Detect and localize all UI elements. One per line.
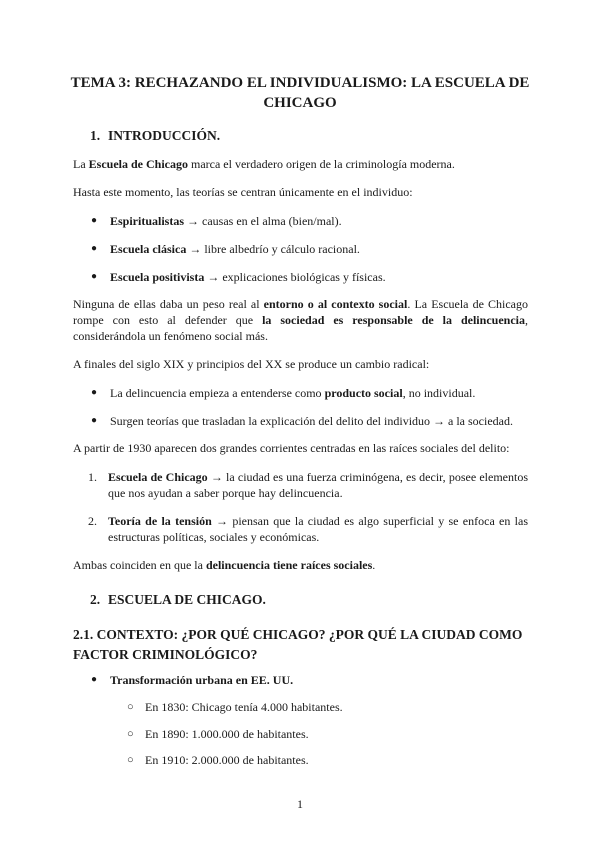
hollow-bullet-icon: ○ bbox=[127, 728, 134, 740]
section-heading-introduccion bbox=[90, 128, 220, 144]
text: . bbox=[372, 558, 376, 572]
text: La delincuencia empieza a entenderse como bbox=[110, 386, 325, 400]
item-number: 1. bbox=[88, 470, 97, 484]
text: La bbox=[73, 157, 89, 171]
list-item bbox=[91, 385, 530, 401]
text: Ambas coinciden en que la bbox=[73, 558, 206, 572]
section-title: INTRODUCCIÓN. bbox=[108, 128, 221, 143]
sub-list-item bbox=[127, 752, 525, 768]
list-item bbox=[91, 269, 530, 285]
subsection-heading: 2.1. CONTEXTO: ¿POR QUÉ CHICAGO? ¿POR QUÉ LA CIUDAD COMO FACTOR CRIMINOLÓGICO? bbox=[73, 627, 523, 662]
list-item bbox=[91, 241, 530, 257]
paragraph: Hasta este momento, las teorías se centran únicamente en el individuo: bbox=[73, 185, 413, 199]
section-number: 1. bbox=[90, 128, 101, 143]
section-title: ESCUELA DE CHICAGO. bbox=[108, 592, 266, 607]
paragraph: A partir de 1930 aparecen dos grandes corrientes centradas en las raíces sociales del delito: bbox=[73, 441, 510, 455]
text: , considerándola un fenómeno social más. bbox=[73, 313, 528, 343]
bold-text: Escuela de Chicago bbox=[108, 470, 208, 484]
text: , no individual. bbox=[402, 386, 476, 400]
bullet-icon: ● bbox=[91, 674, 98, 685]
bold-text: producto social bbox=[324, 386, 403, 400]
text: → la ciudad es una fuerza criminógena, es decir, posee elementos que nos ayudan a saber porque hay delincuencia. bbox=[108, 470, 528, 500]
section-number: 2. bbox=[90, 592, 101, 607]
document-title: TEMA 3: RECHAZANDO EL INDIVIDUALISMO: LA ESCUELA DE CHICAGO bbox=[70, 75, 530, 111]
text: En 1890: 1.000.000 de habitantes. bbox=[145, 727, 309, 741]
list-item bbox=[91, 672, 530, 688]
text: marca el verdadero origen de la criminología moderna. bbox=[188, 157, 455, 171]
text: En 1910: 2.000.000 de habitantes. bbox=[145, 753, 309, 767]
bold-text: Espiritualistas bbox=[110, 214, 185, 228]
text: → piensan que la ciudad es algo superficial y se enfoca en las estructuras políticas, sociales y económicas. bbox=[108, 514, 528, 544]
text: → explicaciones biológicas y físicas. bbox=[204, 270, 386, 284]
bold-text: entorno o al contexto social bbox=[263, 297, 408, 311]
paragraph: A finales del siglo XIX y principios del XX se produce un cambio radical: bbox=[73, 357, 430, 371]
bold-text: la sociedad es responsable de la delincuencia bbox=[262, 313, 525, 327]
text: Surgen teorías que trasladan la explicación del delito del individuo → a la sociedad. bbox=[110, 414, 513, 428]
sub-list-item bbox=[127, 726, 525, 742]
bold-text: Escuela de Chicago bbox=[88, 157, 188, 171]
text: → libre albedrío y cálculo racional. bbox=[186, 242, 360, 256]
list-item bbox=[91, 413, 530, 429]
bold-text: Transformación urbana en EE. UU. bbox=[110, 673, 294, 687]
bullet-icon: ● bbox=[91, 243, 98, 254]
bullet-icon: ● bbox=[91, 215, 98, 226]
paragraph bbox=[73, 296, 528, 344]
bold-text: delincuencia tiene raíces sociales bbox=[205, 558, 373, 572]
text: Ninguna de ellas daba un peso real al bbox=[73, 297, 264, 311]
text: En 1830: Chicago tenía 4.000 habitantes. bbox=[145, 700, 343, 714]
text: . La Escuela de Chicago rompe con esto al defender que bbox=[73, 297, 529, 327]
paragraph bbox=[73, 557, 528, 573]
list-item bbox=[91, 213, 530, 229]
bullet-icon: ● bbox=[91, 387, 98, 398]
numbered-item bbox=[88, 469, 528, 501]
section-heading-escuela-de-chicago bbox=[90, 592, 266, 608]
sub-list-item bbox=[127, 699, 525, 715]
paragraph bbox=[73, 156, 528, 172]
text: → causas en el alma (bien/mal). bbox=[184, 214, 342, 228]
bullet-icon: ● bbox=[91, 415, 98, 426]
page-number: 1 bbox=[297, 797, 303, 811]
hollow-bullet-icon: ○ bbox=[127, 701, 134, 713]
bold-text: Teoría de la tensión bbox=[108, 514, 212, 528]
item-number: 2. bbox=[88, 514, 97, 528]
bullet-icon: ● bbox=[91, 271, 98, 282]
bold-text: Escuela positivista bbox=[110, 270, 205, 284]
bold-text: Escuela clásica bbox=[110, 242, 187, 256]
hollow-bullet-icon: ○ bbox=[127, 754, 134, 766]
numbered-item bbox=[88, 513, 528, 545]
